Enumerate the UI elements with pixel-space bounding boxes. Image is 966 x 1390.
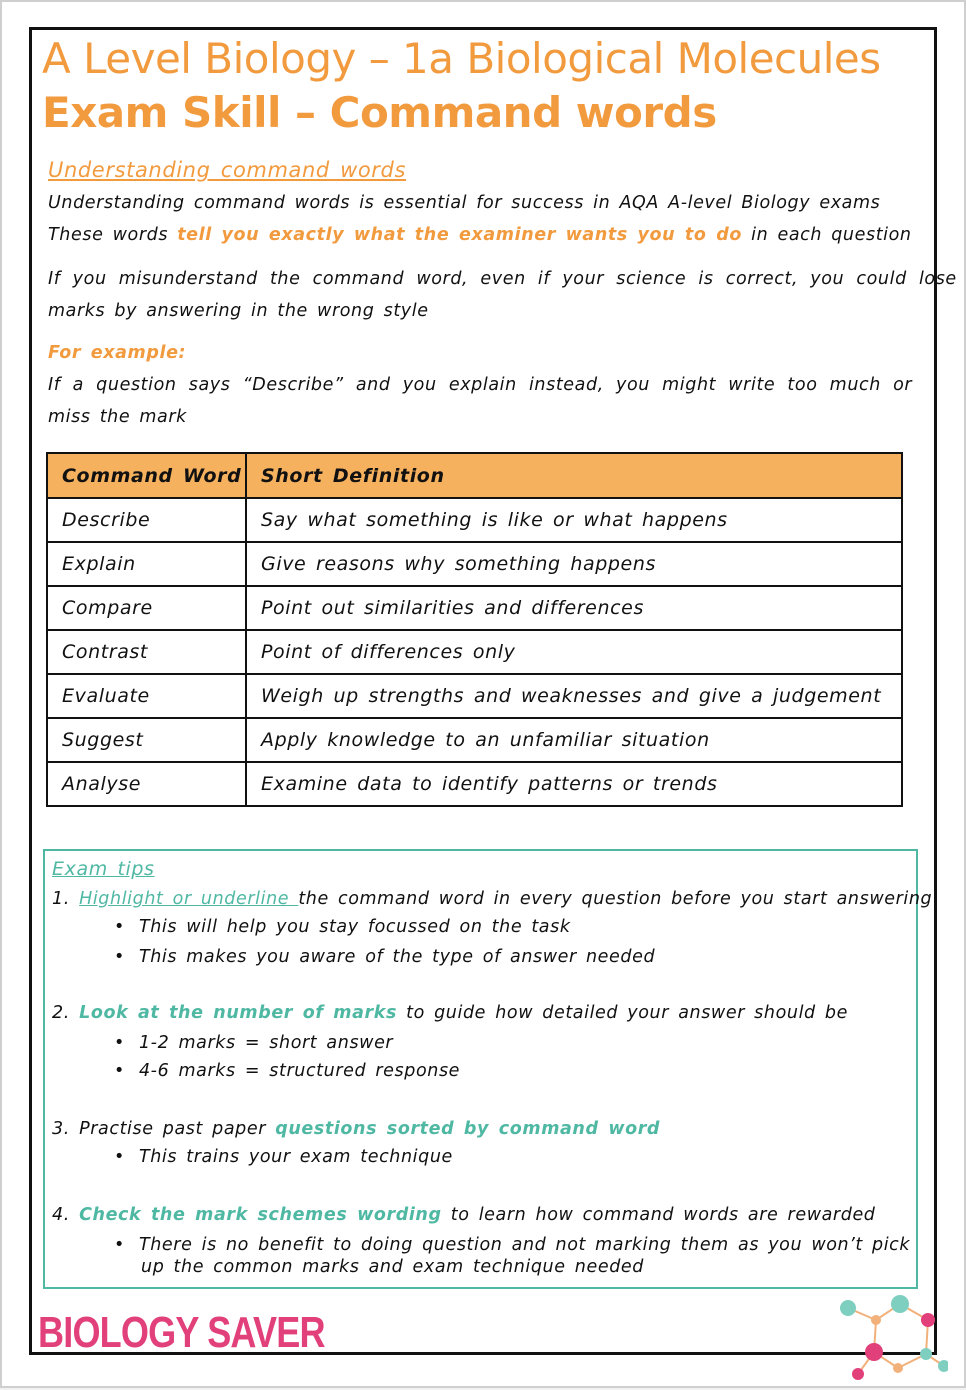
command-word: Suggest <box>47 718 246 762</box>
command-words-table <box>46 452 903 807</box>
molecule-icon <box>828 1290 948 1390</box>
tip-1-bullet-2 <box>114 947 655 967</box>
tip-4-text: to learn how command words are rewarded <box>441 1205 876 1225</box>
command-word: Evaluate <box>47 674 246 718</box>
bullet-icon: • <box>114 947 125 967</box>
tip-3-emphasis: questions sorted by command word <box>275 1119 661 1139</box>
tip-2-bullet-2-text: 4-6 marks = structured response <box>138 1061 461 1081</box>
tip-4-number: 4. <box>52 1205 70 1225</box>
table-row <box>47 542 902 586</box>
example-line-1: If a question says “Describe” and you explain instead, you might write too much or <box>48 375 913 395</box>
tip-3-text: Practise past paper <box>79 1119 276 1139</box>
command-word: Compare <box>47 586 246 630</box>
table-row <box>47 630 902 674</box>
table-header-command-word: Command Word <box>47 453 246 498</box>
tip-2-number: 2. <box>52 1003 70 1023</box>
bullet-icon: • <box>114 1033 125 1053</box>
table-row <box>47 498 902 542</box>
command-word: Explain <box>47 542 246 586</box>
command-word: Analyse <box>47 762 246 806</box>
example-line-2: miss the mark <box>48 407 187 427</box>
definition: Point of differences only <box>246 630 902 674</box>
intro-para-2-line-2: marks by answering in the wrong style <box>48 301 429 321</box>
tip-2-bullet-2 <box>114 1061 460 1081</box>
bullet-icon: • <box>114 1061 125 1081</box>
exam-tips-heading: Exam tips <box>52 858 155 880</box>
table-header-row <box>47 453 902 498</box>
definition: Say what something is like or what happens <box>246 498 902 542</box>
tip-1-number: 1. <box>52 889 70 909</box>
intro-line-2-pre: These words <box>48 225 178 245</box>
definition: Weigh up strengths and weaknesses and give a judgement <box>246 674 902 718</box>
tip-4-bullet-1-text: There is no benefit to doing question and not marking them as you won’t pick <box>138 1235 911 1255</box>
definition: Apply knowledge to an unfamiliar situation <box>246 718 902 762</box>
intro-line-2 <box>48 225 912 245</box>
table-row <box>47 586 902 630</box>
table-header-definition: Short Definition <box>246 453 902 498</box>
intro-emphasis: tell you exactly what the examiner wants you to do <box>177 225 742 245</box>
tip-4-emphasis: Check the mark schemes wording <box>79 1205 442 1225</box>
definition: Point out similarities and differences <box>246 586 902 630</box>
page-subtitle: Exam Skill – Command words <box>42 88 717 137</box>
bullet-icon: • <box>114 917 125 937</box>
command-word: Describe <box>47 498 246 542</box>
definition: Give reasons why something happens <box>246 542 902 586</box>
tip-1-bullet-1-text: This will help you stay focussed on the task <box>138 917 571 937</box>
definition: Examine data to identify patterns or trends <box>246 762 902 806</box>
tip-2-emphasis: Look at the number of marks <box>79 1003 397 1023</box>
tip-3-bullet-1-text: This trains your exam technique <box>138 1147 453 1167</box>
tip-3 <box>52 1119 660 1139</box>
intro-line-1: Understanding command words is essential for success in AQA A-level Biology exams <box>48 193 881 213</box>
tip-2-text: to guide how detailed your answer should be <box>397 1003 848 1023</box>
biology-saver-logo: BIOLOGY SAVER <box>38 1308 325 1357</box>
example-label: For example: <box>48 343 187 363</box>
table-row <box>47 762 902 806</box>
tip-4-bullet-1-cont: up the common marks and exam technique needed <box>141 1257 644 1277</box>
tip-2-bullet-1 <box>114 1033 393 1053</box>
tip-4 <box>52 1205 876 1225</box>
table-row <box>47 718 902 762</box>
command-word: Contrast <box>47 630 246 674</box>
tip-1 <box>52 889 932 909</box>
intro-heading: Understanding command words <box>48 158 407 182</box>
intro-line-2-post: in each question <box>741 225 912 245</box>
bullet-icon: • <box>114 1235 125 1255</box>
tip-2 <box>52 1003 848 1023</box>
table-row <box>47 674 902 718</box>
tip-4-bullet-1 <box>114 1235 910 1255</box>
tip-2-bullet-1-text: 1-2 marks = short answer <box>138 1033 394 1053</box>
page-title: A Level Biology – 1a Biological Molecules <box>42 34 881 83</box>
tip-1-bullet-2-text: This makes you aware of the type of answer needed <box>138 947 656 967</box>
tip-3-bullet-1 <box>114 1147 453 1167</box>
intro-para-2-line-1: If you misunderstand the command word, even if your science is correct, you could lose <box>48 269 957 289</box>
tip-1-bullet-1 <box>114 917 571 937</box>
tip-1-text: the command word in every question before you start answering <box>298 889 933 909</box>
bullet-icon: • <box>114 1147 125 1167</box>
tip-1-emphasis: Highlight or underline <box>79 889 299 909</box>
tip-3-number: 3. <box>52 1119 70 1139</box>
